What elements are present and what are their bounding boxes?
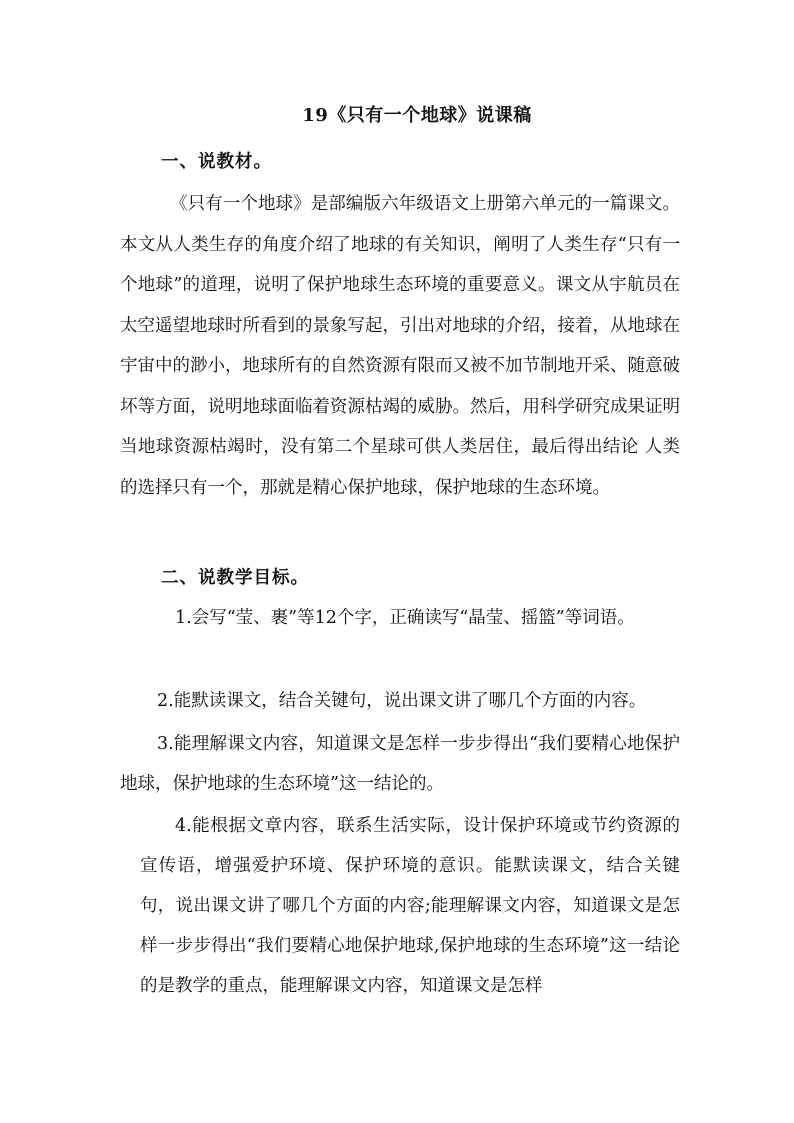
page-title: 19《只有一个地球》说课稿	[302, 105, 532, 126]
goal-item: 1.会写“莹、裹”等12个字，正确读写“晶莹、摇篮”等词语。	[175, 608, 635, 628]
goal-item: 4.能根据文章内容，联系生活实际，设计保护环境或节约资源的宣传语，增强爱护环境、保护环境的意识。能默读课文，结合关键句，说出课文讲了哪几个方面的内容;能理解课文内容，知道课文是怎样一步步得出“我们要精心地保护地球,保护地球的生态环境”这一结论的是教学的重点，能理解课文内容，知道课文是怎样	[140, 816, 680, 996]
goal-item: 3.能理解课文内容，知道课文是怎样一步步得出“我们要精心地保护地球，保护地球的生态环境”这一结论的。	[120, 734, 680, 794]
section-heading-teaching-goals: 二、说教学目标。	[161, 568, 309, 588]
section-heading-teaching-material: 一、说教材。	[161, 152, 272, 172]
section-paragraph: 《只有一个地球》是部编版六年级语文上册第六单元的一篇课文。本文从人类生存的角度介绍了地球的有关知识，阐明了人类生存“只有一个地球”的道理，说明了保护地球生态环境的重要意义。课文从宇航员在太空遥望地球时所看到的景象写起，引出对地球的介绍，接着，从地球在宇宙中的渺小，地球所有的自然资源有限而又被不加节制地开采、随意破坏等方面，说明地球面临着资源枯竭的威胁。然后，用科学研究成果证明当地球资源枯竭时，没有第二个星球可供人类居住，最后得出结论 人类的选择只有一个，那就是精心保护地球，保护地球的生态环境。	[120, 194, 680, 498]
goal-item: 2.能默读课文，结合关键句，说出课文讲了哪几个方面的内容。	[157, 691, 647, 711]
